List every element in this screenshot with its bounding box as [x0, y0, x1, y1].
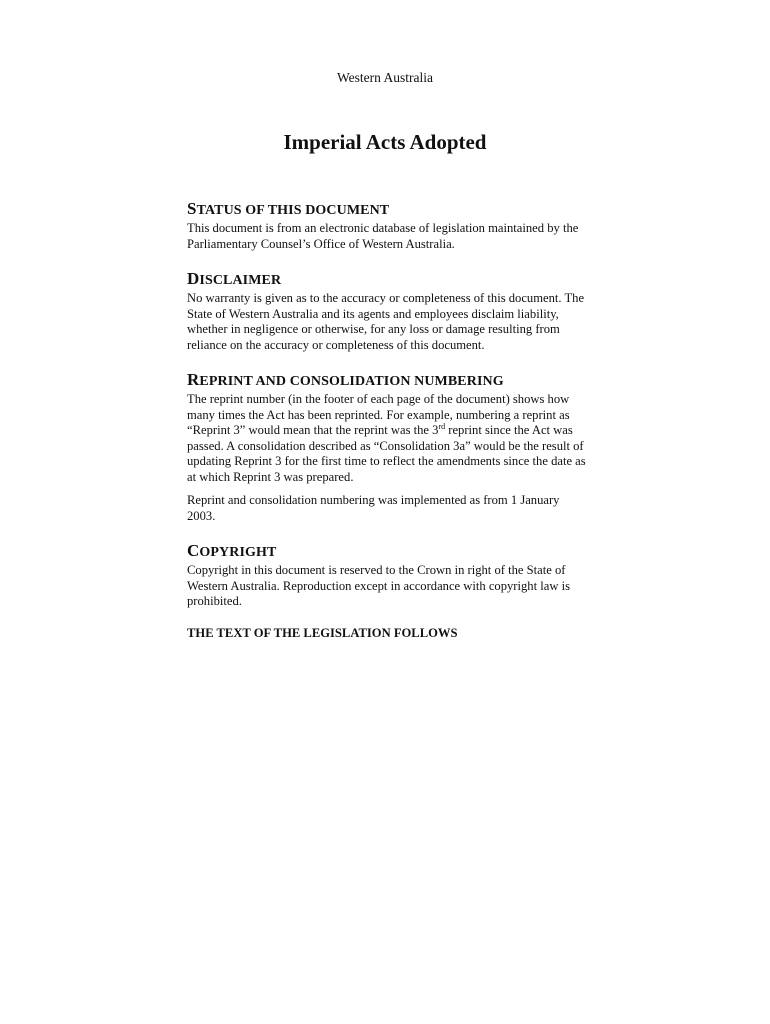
copyright-text: Copyright in this document is reserved to the Crown in right of the State of Western Australia. Reproduction except in accordance with copyright law is prohibited. — [187, 563, 570, 608]
reprint-heading — [187, 370, 587, 392]
copyright-heading — [187, 541, 587, 563]
disclaimer-heading-rest: ISCLAIMER — [199, 273, 282, 288]
reprint-text-1-before: The reprint number (in the footer of each page of the document) shows how many times the Act has been reprinted. For example, numbering a reprint as “Reprint 3” would mean that the reprint was the 3 — [187, 392, 570, 437]
reprint-section — [187, 370, 587, 524]
copyright-heading-rest: OPYRIGHT — [199, 545, 277, 560]
status-heading-rest: TATUS OF THIS DOCUMENT — [196, 203, 390, 218]
reprint-text-1 — [187, 392, 587, 485]
reprint-heading-rest: EPRINT AND CONSOLIDATION NUMBERING — [199, 374, 504, 389]
status-heading-cap: S — [187, 199, 197, 218]
reprint-text-2: Reprint and consolidation numbering was implemented as from 1 January 2003. — [187, 493, 560, 523]
status-text: This document is from an electronic database of legislation maintained by the Parliamentary Counsel’s Office of Western Australia. — [187, 221, 579, 251]
disclaimer-heading-cap: D — [187, 269, 200, 288]
document-title: Imperial Acts Adopted — [283, 130, 487, 154]
jurisdiction-header: Western Australia — [336, 70, 433, 85]
reprint-ordinal-suffix: rd — [438, 421, 446, 431]
document-body — [187, 199, 587, 641]
status-section — [187, 199, 587, 252]
status-heading — [187, 199, 587, 221]
copyright-section — [187, 541, 587, 610]
disclaimer-text: No warranty is given as to the accuracy or completeness of this document. The State of Western Australia and its agents and employees disclaim liability, whether in negligence or otherwise, for any loss or damage resulting from reliance on the accuracy or completeness of this document. — [187, 291, 585, 352]
disclaimer-heading — [187, 269, 587, 291]
disclaimer-section — [187, 269, 587, 353]
reprint-text-1-after: reprint since the Act was passed. A consolidation described as “Consolidation 3a” would be the result of updating Reprint 3 for the first time to reflect the amendments since the date as at which Reprint 3 was prepared. — [187, 423, 586, 484]
copyright-heading-cap: C — [187, 541, 200, 560]
legislation-follows-note: THE TEXT OF THE LEGISLATION FOLLOWS — [187, 625, 458, 640]
reprint-heading-cap: R — [187, 370, 200, 389]
